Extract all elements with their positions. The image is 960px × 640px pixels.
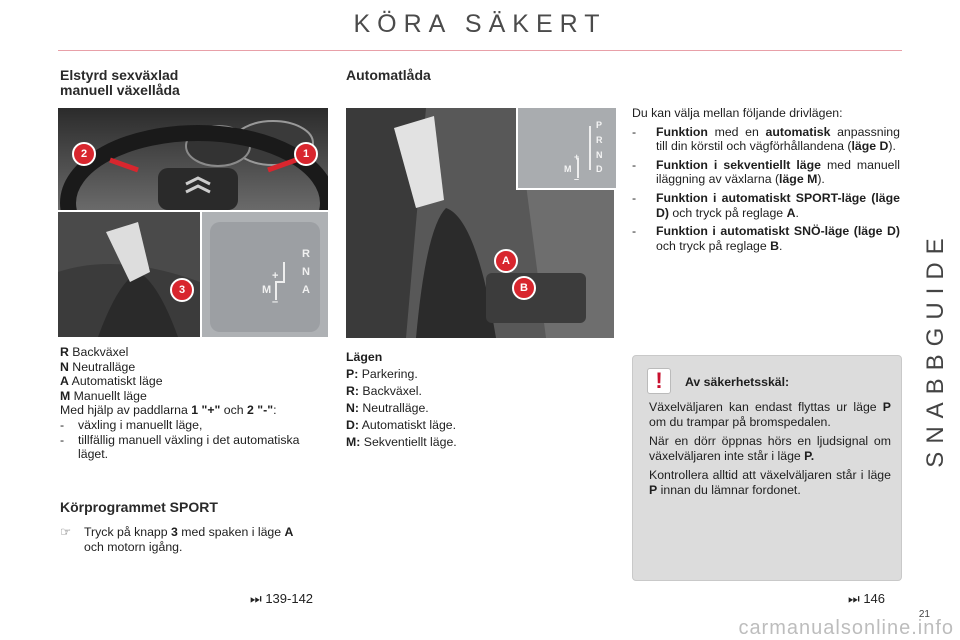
page-reference-left[interactable]: ⏭ 139-142 <box>250 591 314 606</box>
mode-item: - Funktion med en automatisk anpassning till din körstil och vägförhållandena (läge D). <box>632 124 900 154</box>
position-item: D: Automatiskt läge. <box>346 418 457 432</box>
drive-modes <box>632 106 900 253</box>
badge-1: 1 <box>294 142 318 166</box>
lever-letter-m: M <box>262 284 272 296</box>
auto-plus: + <box>574 152 580 162</box>
auto-letter-n: N <box>596 150 603 160</box>
warning-body: Växelväljaren kan endast flyttas ur läge P om du trampar på bromspedalen. När en dörr öppnas hörs en ljudsignal om växelväljaren inte står i läge P. Kontrollera alltid att växelväljaren står i läge P innan du lämnar fordonet. <box>649 400 891 497</box>
bullet-item: - växling i manuellt läge, <box>60 417 203 432</box>
title-rule <box>58 50 902 51</box>
section-heading-automatic: Automatlåda <box>346 67 431 83</box>
watermark: carmanualsonline.info <box>738 617 954 639</box>
warning-title: Av säkerhetsskäl: <box>685 375 790 389</box>
pointer-finger-icon: ☞ <box>60 525 72 539</box>
manual-lever-photo <box>58 212 200 337</box>
lever-plus: + <box>272 270 279 282</box>
badge-b: B <box>512 276 536 300</box>
badge-a: A <box>494 249 518 273</box>
auto-minus: – <box>574 174 580 184</box>
sport-instruction: ☞ Tryck på knapp 3 med spaken i läge A och motorn igång. <box>60 525 294 554</box>
page-title: KÖRA SÄKERT <box>353 10 607 38</box>
paddles-text: Med hjälp av paddlarna 1 "+" och 2 "-": <box>60 403 277 418</box>
safety-warning-box <box>632 355 902 581</box>
manual-lever-illustration <box>58 212 200 337</box>
lever-letter-n: N <box>302 266 310 278</box>
legend-item: A Automatiskt läge <box>60 374 163 389</box>
mode-item: - Funktion i sekventiellt läge med manuell iläggning av växlarna (läge M). <box>632 157 900 187</box>
auto-letter-m: M <box>564 164 572 174</box>
badge-3: 3 <box>170 278 194 302</box>
manual-legend <box>60 345 328 462</box>
bullet-item: - tillfällig manuell växling i det automatiska läget. <box>60 432 300 462</box>
mode-item: - Funktion i automatiskt SPORT-läge (läge D) och tryck på reglage A. <box>632 190 900 220</box>
lever-letter-a: A <box>302 284 310 296</box>
page-reference-right[interactable]: ⏭ 146 <box>848 591 886 606</box>
steering-wheel-photo <box>58 108 328 210</box>
mode-item: - Funktion i automatiskt SNÖ-läge (läge D) och tryck på reglage B. <box>632 224 900 253</box>
auto-letter-d: D <box>596 164 603 174</box>
position-item: N: Neutralläge. <box>346 401 429 415</box>
steering-wheel-illustration <box>58 108 328 210</box>
section-heading-manual-gearbox: Elstyrd sexväxlad manuell växellåda <box>60 67 180 98</box>
positions-list <box>346 349 614 451</box>
lever-letter-r: R <box>302 248 310 260</box>
section-heading-sport: Körprogrammet SPORT <box>60 499 218 515</box>
lever-minus: – <box>272 296 279 308</box>
badge-2: 2 <box>72 142 96 166</box>
position-item: R: Backväxel. <box>346 384 422 398</box>
drive-modes-intro: Du kan välja mellan följande drivlägen: <box>632 106 843 120</box>
manual-gate-photo <box>202 212 328 337</box>
page-number: 21 <box>918 609 930 620</box>
automatic-gate-photo <box>516 108 616 190</box>
legend-item: R Backväxel <box>60 345 129 359</box>
positions-title: Lägen <box>346 350 383 364</box>
auto-letter-p: P <box>596 120 603 130</box>
warning-exclamation-icon: ! <box>647 368 671 394</box>
position-item: P: Parkering. <box>346 367 418 381</box>
legend-item: M Manuellt läge <box>60 388 147 403</box>
skip-forward-icon: ⏭ <box>848 591 860 606</box>
position-item: M: Sekventiellt läge. <box>346 435 457 449</box>
auto-letter-r: R <box>596 135 603 145</box>
skip-forward-icon: ⏭ <box>250 591 262 606</box>
side-tab: SNABBGUIDE <box>922 230 949 468</box>
legend-item: N Neutralläge <box>60 359 136 374</box>
